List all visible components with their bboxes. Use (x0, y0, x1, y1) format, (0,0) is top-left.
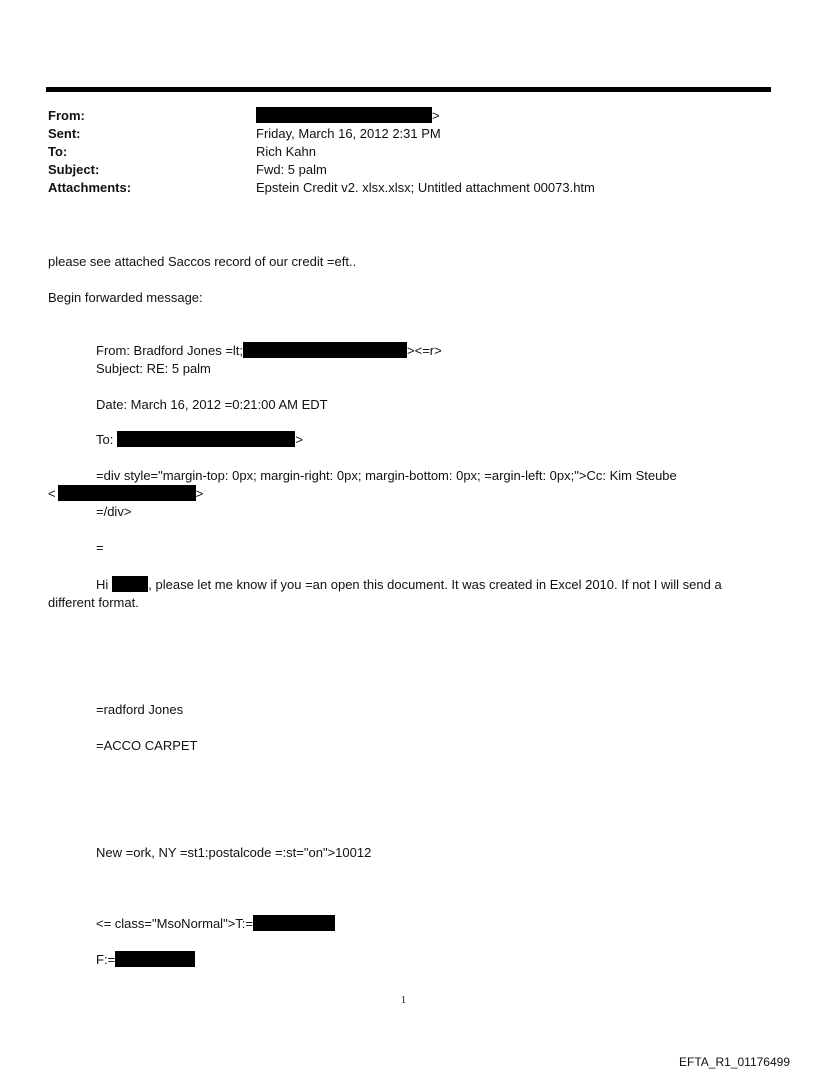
fwd-from-prefix: From: Bradford Jones =lt; (96, 343, 244, 358)
cc-open: < (48, 486, 56, 501)
attachments-label: Attachments: (48, 180, 132, 195)
fwd-to-line (96, 431, 303, 449)
subject-label: Subject: (48, 162, 100, 177)
redaction-bar (112, 576, 148, 592)
signature-tel (96, 915, 335, 933)
hi-line (96, 576, 722, 594)
div-close-line: =/div> (96, 504, 132, 519)
redaction-bar (58, 485, 196, 501)
header-rule (46, 87, 771, 92)
fwd-from-line (96, 342, 442, 360)
div-style-line: =div style="margin-top: 0px; margin-right: 0px; margin-bottom: 0px; =argin-left: 0px;">Cc: Kim Steube (96, 468, 677, 483)
page-number: 1 (401, 995, 406, 1006)
signature-city: New =ork, NY =st1:postalcode =:st="on">10012 (96, 845, 372, 860)
cc-line (48, 485, 203, 503)
fwd-date-line: Date: March 16, 2012 =0:21:00 AM EDT (96, 397, 328, 412)
redaction-bar (115, 951, 195, 967)
signature-tel-label: <= class="MsoNormal">T:= (96, 916, 253, 931)
sent-value: Friday, March 16, 2012 2:31 PM (256, 126, 441, 141)
equals-line: = (96, 540, 104, 555)
fwd-to-prefix: To: (96, 432, 114, 447)
fwd-to-suffix: > (295, 432, 303, 447)
subject-value: Fwd: 5 palm (256, 162, 327, 177)
hi-continuation: different format. (48, 595, 139, 610)
to-value: Rich Kahn (256, 144, 316, 159)
from-label: From: (48, 108, 85, 123)
hi-prefix: Hi (96, 577, 109, 592)
attachments-value: Epstein Credit v2. xlsx.xlsx; Untitled attachment 00073.htm (256, 180, 595, 195)
to-label: To: (48, 144, 68, 159)
cc-close: > (195, 486, 204, 501)
from-tail: > (432, 108, 440, 123)
document-id: EFTA_R1_01176499 (679, 1055, 790, 1069)
fwd-from-suffix: ><=r> (407, 343, 442, 358)
redaction-bar (243, 342, 407, 358)
from-value (256, 107, 440, 125)
signature-name: =radford Jones (96, 702, 184, 717)
signature-fax-label: F:= (96, 952, 116, 967)
redaction-bar (256, 107, 432, 123)
redaction-bar (253, 915, 335, 931)
signature-fax (96, 951, 195, 969)
begin-forwarded-text: Begin forwarded message: (48, 290, 203, 305)
redaction-bar (117, 431, 295, 447)
fwd-subject-line: Subject: RE: 5 palm (96, 361, 211, 376)
intro-text: please see attached Saccos record of our credit =eft.. (48, 254, 357, 269)
sent-label: Sent: (48, 126, 81, 141)
hi-rest: , please let me know if you =an open this document. It was created in Excel 2010. If not I will send a (148, 577, 722, 592)
signature-company: =ACCO CARPET (96, 738, 198, 753)
